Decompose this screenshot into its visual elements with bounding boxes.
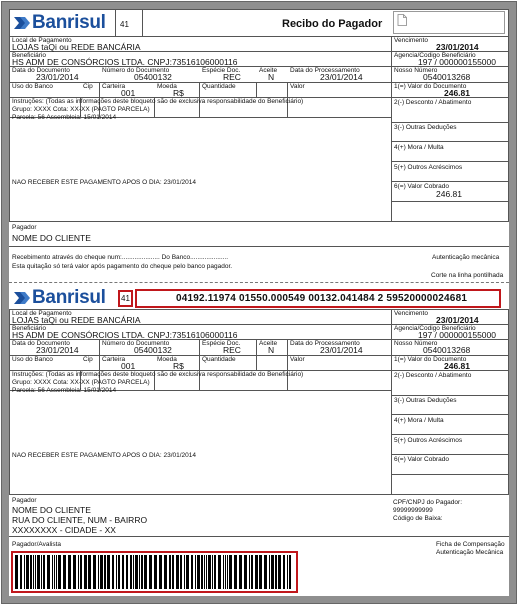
barcode-bar bbox=[208, 555, 211, 589]
barcode-bar bbox=[41, 555, 42, 589]
barcode-bar bbox=[107, 555, 110, 589]
barcode-bar bbox=[289, 555, 291, 589]
barcode-bar bbox=[191, 555, 193, 589]
barcode-bar bbox=[43, 555, 45, 589]
barcode-bar bbox=[73, 555, 76, 589]
corte-linha-text: Corte na linha pontilhada bbox=[431, 272, 504, 279]
parcela-text: Parcela: 56 Assembleia: 15/01/2014 bbox=[12, 387, 117, 394]
barcode-bar bbox=[212, 555, 213, 589]
barcode-bar bbox=[206, 555, 207, 589]
barcode-bar bbox=[30, 555, 32, 589]
barcode-bar bbox=[251, 555, 253, 589]
barcode-bar bbox=[35, 555, 36, 589]
desconto-label: 2(-) Desconto / Abatimento bbox=[394, 372, 472, 379]
moeda-value: R$ bbox=[173, 361, 184, 371]
valor-cobrado-label: 6(=) Valor Cobrado bbox=[394, 456, 449, 463]
barcode-bar bbox=[204, 555, 205, 589]
beneficiario-value: HS ADM DE CONSÓRCIOS LTDA. CNPJ:73516106000116 bbox=[12, 57, 238, 67]
barcode-bar bbox=[93, 555, 96, 589]
barcode-bar bbox=[84, 555, 87, 589]
barcode-bar bbox=[249, 555, 250, 589]
cut-line bbox=[9, 282, 509, 283]
local-pagamento-value: LOJAS taQi ou REDE BANCÁRIA bbox=[12, 42, 141, 52]
aceite-value: N bbox=[268, 72, 275, 82]
valor-cobrado-label: 6(=) Valor Cobrado bbox=[394, 183, 449, 190]
outras-deducoes-label: 3(-) Outras Deduções bbox=[394, 397, 457, 404]
barcode-bar bbox=[56, 555, 57, 589]
barcode-bar bbox=[269, 555, 270, 589]
barcode-bar bbox=[54, 555, 55, 589]
especie-doc-value: REC bbox=[223, 345, 241, 355]
valor-label: Valor bbox=[290, 356, 305, 363]
barcode-bar bbox=[33, 555, 34, 589]
barcode-bar bbox=[172, 555, 174, 589]
barcode-bar bbox=[37, 555, 40, 589]
nosso-numero-label: Nosso Número bbox=[394, 67, 438, 74]
aceite-label: Aceite bbox=[259, 67, 278, 74]
quantidade-label: Quantidade bbox=[202, 356, 236, 363]
aceite-value: N bbox=[268, 345, 275, 355]
data-documento-label: Data do Documento bbox=[12, 340, 70, 347]
uso-banco-label: Uso do Banco bbox=[12, 83, 53, 90]
banrisul-logo-bottom bbox=[12, 287, 106, 309]
barcode-bar bbox=[184, 555, 185, 589]
carteira-value: 001 bbox=[121, 361, 136, 371]
especie-doc-value: REC bbox=[223, 72, 241, 82]
moeda-label: Moeda bbox=[157, 83, 177, 90]
recebimento-text: Recebimento através do cheque num:..................... Do Banco..................... bbox=[12, 254, 229, 261]
ficha-compensacao-label: Ficha de Compensação bbox=[436, 541, 505, 548]
barcode-bar bbox=[218, 555, 221, 589]
barcode-bar bbox=[164, 555, 167, 589]
barcode-bar bbox=[78, 555, 79, 589]
autenticacao-mecanica-top: Autenticação mecânica bbox=[432, 254, 500, 261]
barcode-bar bbox=[68, 555, 71, 589]
data-documento-label: Data do Documento bbox=[12, 67, 70, 74]
carteira-label: Carteira bbox=[102, 83, 126, 90]
data-documento-value: 23/01/2014 bbox=[36, 345, 79, 355]
valor-documento-value: 246.81 bbox=[444, 361, 470, 371]
barcode-bar bbox=[225, 555, 226, 589]
barcode-bar bbox=[227, 555, 228, 589]
nosso-numero-value: 0540013268 bbox=[423, 345, 471, 355]
barcode-bar bbox=[20, 555, 22, 589]
instrucoes-text: Instruções: (Todas as informações deste bloqueto são de exclusiva responsabilidade do Beneficiário) bbox=[12, 371, 304, 378]
nao-receber-text: NAO RECEBER ESTE PAGAMENTO APOS O DIA: 23/01/2014 bbox=[12, 452, 196, 459]
pagador-label: Pagador bbox=[12, 224, 37, 231]
barcode-bar bbox=[255, 555, 258, 589]
beneficiario-label: Beneficiário bbox=[12, 325, 46, 332]
valor-documento-label: 1(=) Valor do Documento bbox=[394, 356, 467, 363]
mora-label: 4(+) Mora / Multa bbox=[394, 144, 444, 151]
barcode-bar bbox=[244, 555, 247, 589]
barcode-bar bbox=[15, 555, 18, 589]
grupo-text: Grupo: XXXX Cota: XX-XX (PAGTO PARCELA) bbox=[12, 379, 150, 386]
barcode-bar bbox=[229, 555, 232, 589]
moeda-label: Moeda bbox=[157, 356, 177, 363]
outras-deducoes-label: 3(-) Outras Deduções bbox=[394, 124, 457, 131]
outros-acrescimos-label: 5(+) Outros Acréscimos bbox=[394, 164, 463, 171]
numero-documento-label: Número do Documento bbox=[102, 67, 170, 74]
beneficiario-label: Beneficiário bbox=[12, 52, 46, 59]
barcode-bar bbox=[169, 555, 171, 589]
barcode-bar bbox=[195, 555, 196, 589]
uso-banco-label: Uso do Banco bbox=[12, 356, 53, 363]
nao-receber-text: NAO RECEBER ESTE PAGAMENTO APOS O DIA: 23/01/2014 bbox=[12, 179, 196, 186]
barcode-bar bbox=[259, 555, 262, 589]
barcode-bar bbox=[24, 555, 25, 589]
agencia-label: Agencia/Codigo Beneficiário bbox=[394, 52, 476, 59]
barcode-bar bbox=[223, 555, 224, 589]
carteira-value: 001 bbox=[121, 88, 136, 98]
data-documento-value: 23/01/2014 bbox=[36, 72, 79, 82]
linha-digitavel: 04192.11974 01550.000549 00132.041484 2 59520000024681 bbox=[176, 293, 468, 304]
barcode-bar bbox=[58, 555, 61, 589]
barcode-bar bbox=[126, 555, 128, 589]
data-processamento-label: Data do Processamento bbox=[290, 340, 360, 347]
barcode-bar bbox=[234, 555, 237, 589]
barcode-bar bbox=[239, 555, 242, 589]
quantidade-label: Quantidade bbox=[202, 83, 236, 90]
pagador-value: NOME DO CLIENTE bbox=[12, 233, 91, 243]
barcode-bar bbox=[201, 555, 203, 589]
barcode-bar bbox=[271, 555, 274, 589]
data-processamento-value: 23/01/2014 bbox=[320, 345, 363, 355]
barcode-bar bbox=[98, 555, 99, 589]
barcode-bar bbox=[135, 555, 138, 589]
cpf-value: 99999999999 bbox=[393, 507, 433, 514]
barcode-bar bbox=[80, 555, 82, 589]
barcode-bar bbox=[197, 555, 200, 589]
barcode-bar bbox=[287, 555, 288, 589]
especie-doc-label: Espécie Doc. bbox=[202, 340, 241, 347]
valor-cobrado-value: 246.81 bbox=[436, 189, 462, 199]
barcode-bar bbox=[283, 555, 285, 589]
autenticacao-mecanica-bottom: Autenticação Mecânica bbox=[436, 549, 504, 556]
nosso-numero-label: Nosso Número bbox=[394, 340, 438, 347]
barcode-bar bbox=[180, 555, 182, 589]
barcode-bar bbox=[144, 555, 147, 589]
outros-acrescimos-label: 5(+) Outros Acréscimos bbox=[394, 437, 463, 444]
barcode-bar bbox=[264, 555, 267, 589]
vencimento-value: 23/01/2014 bbox=[436, 315, 479, 325]
valor-documento-value: 246.81 bbox=[444, 88, 470, 98]
instrucoes-text: Instruções: (Todas as informações deste bloqueto são de exclusiva responsabilidade do Beneficiário) bbox=[12, 98, 304, 105]
boleto-paper bbox=[9, 9, 509, 596]
barcode-bar bbox=[176, 555, 179, 589]
barcode-bar bbox=[122, 555, 124, 589]
valor-label: Valor bbox=[290, 83, 305, 90]
bank-code: 41 bbox=[120, 20, 129, 29]
codigo-baixa-label: Código de Baixa: bbox=[393, 515, 443, 522]
nosso-numero-value: 0540013268 bbox=[423, 72, 471, 82]
barcode-bar bbox=[154, 555, 157, 589]
barcode bbox=[15, 555, 294, 589]
barcode-bar bbox=[47, 555, 50, 589]
data-processamento-label: Data do Processamento bbox=[290, 67, 360, 74]
barcode-bar bbox=[275, 555, 277, 589]
grupo-text: Grupo: XXXX Cota: XX-XX (PAGTO PARCELA) bbox=[12, 106, 150, 113]
banrisul-logo-icon bbox=[12, 289, 32, 307]
bank-code: 41 bbox=[121, 294, 130, 303]
mora-label: 4(+) Mora / Multa bbox=[394, 417, 444, 424]
numero-documento-label: Número do Documento bbox=[102, 340, 170, 347]
barcode-bar bbox=[133, 555, 134, 589]
barcode-bar bbox=[116, 555, 117, 589]
data-processamento-value: 23/01/2014 bbox=[320, 72, 363, 82]
banrisul-logo-icon bbox=[12, 14, 32, 32]
pagador-nome: NOME DO CLIENTE bbox=[12, 505, 91, 515]
carteira-label: Carteira bbox=[102, 356, 126, 363]
barcode-bar bbox=[88, 555, 91, 589]
bank-name: Banrisul bbox=[32, 12, 106, 33]
pagador-cidade: XXXXXXXX - CIDADE - XX bbox=[12, 525, 116, 535]
barcode-bar bbox=[63, 555, 66, 589]
recibo-title: Recibo do Pagador bbox=[282, 18, 383, 30]
barcode-bar bbox=[130, 555, 132, 589]
local-pagamento-label: Local de Pagamento bbox=[12, 37, 72, 44]
quitacao-text: Esta quitação só terá valor após pagamento do cheque pelo banco pagador. bbox=[12, 263, 233, 270]
barcode-bar bbox=[26, 555, 29, 589]
barcode-bar bbox=[278, 555, 281, 589]
barcode-bar bbox=[149, 555, 152, 589]
pagador-label: Pagador bbox=[12, 497, 37, 504]
cpf-label: CPF/CNPJ do Pagador: bbox=[393, 499, 463, 506]
bank-name: Banrisul bbox=[32, 287, 106, 308]
especie-doc-label: Espécie Doc. bbox=[202, 67, 241, 74]
document-icon bbox=[397, 14, 407, 26]
moeda-value: R$ bbox=[173, 88, 184, 98]
aceite-label: Aceite bbox=[259, 340, 278, 347]
barcode-bar bbox=[139, 555, 140, 589]
receipt-stamp-box bbox=[393, 11, 505, 34]
barcode-bar bbox=[214, 555, 216, 589]
vencimento-value: 23/01/2014 bbox=[436, 42, 479, 52]
banrisul-logo bbox=[12, 12, 106, 34]
numero-documento-value: 05400132 bbox=[134, 72, 172, 82]
local-pagamento-label: Local de Pagamento bbox=[12, 310, 72, 317]
vencimento-label: Vencimento bbox=[394, 310, 428, 317]
barcode-bar bbox=[186, 555, 189, 589]
barcode-bar bbox=[159, 555, 162, 589]
parcela-text: Parcela: 56 Assembleia: 15/01/2014 bbox=[12, 114, 117, 121]
barcode-bar bbox=[104, 555, 106, 589]
local-pagamento-value: LOJAS taQi ou REDE BANCÁRIA bbox=[12, 315, 141, 325]
pagador-avalista-label: Pagador/Avalista bbox=[12, 541, 62, 548]
barcode-bar bbox=[52, 555, 53, 589]
cip-label: Cip bbox=[83, 83, 93, 90]
agencia-value: 197 / 000000155000 bbox=[418, 330, 496, 340]
barcode-bar bbox=[100, 555, 103, 589]
beneficiario-value: HS ADM DE CONSÓRCIOS LTDA. CNPJ:73516106000116 bbox=[12, 330, 238, 340]
agencia-label: Agencia/Codigo Beneficiário bbox=[394, 325, 476, 332]
desconto-label: 2(-) Desconto / Abatimento bbox=[394, 99, 472, 106]
barcode-bar bbox=[118, 555, 120, 589]
cip-label: Cip bbox=[83, 356, 93, 363]
valor-documento-label: 1(=) Valor do Documento bbox=[394, 83, 467, 90]
barcode-bar bbox=[112, 555, 114, 589]
agencia-value: 197 / 000000155000 bbox=[418, 57, 496, 67]
vencimento-label: Vencimento bbox=[394, 37, 428, 44]
pagador-rua: RUA DO CLIENTE, NUM - BAIRRO bbox=[12, 515, 148, 525]
numero-documento-value: 05400132 bbox=[134, 345, 172, 355]
barcode-bar bbox=[141, 555, 143, 589]
